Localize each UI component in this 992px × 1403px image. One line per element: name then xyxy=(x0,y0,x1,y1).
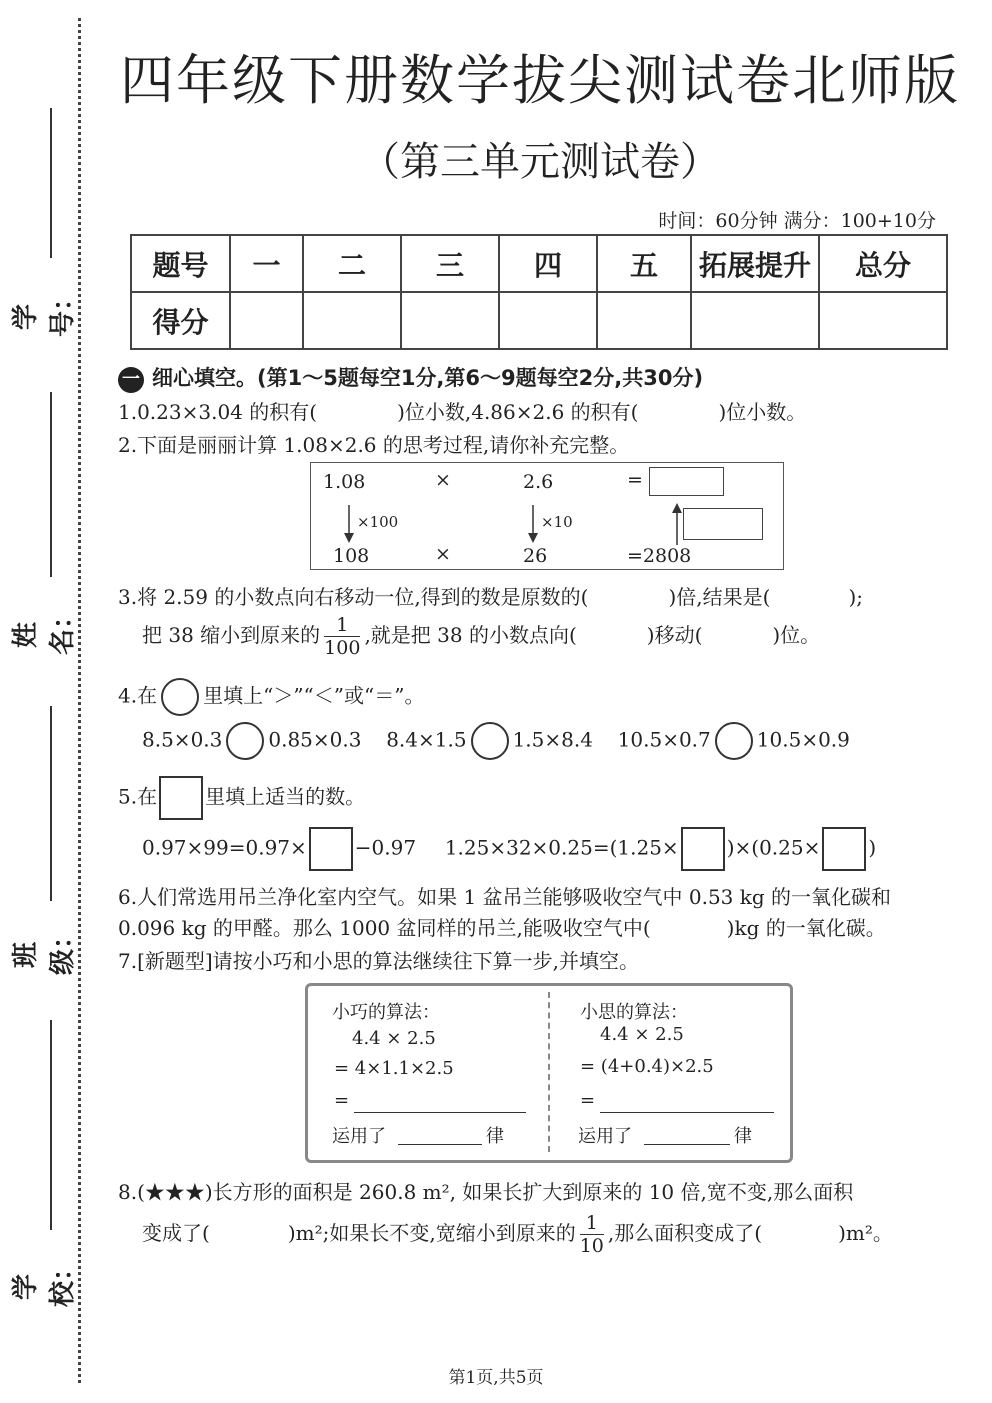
q7-right-line-1: 4.4 × 2.5 xyxy=(600,1024,684,1045)
section-number-badge: 一 xyxy=(118,367,144,393)
q7-methods-box xyxy=(305,983,793,1163)
score-cell[interactable] xyxy=(303,292,401,349)
q5-text-b: 里填上适当的数。 xyxy=(205,784,366,809)
q8-text-e: )m²。 xyxy=(838,1221,893,1245)
q4-text-b: 里填上“＞”“＜”或“＝”。 xyxy=(203,683,425,708)
q5-e1-b: −0.97 xyxy=(354,835,417,860)
page-title: 四年级下册数学拔尖测试卷北师版 xyxy=(120,49,960,112)
question-3-line-2 xyxy=(142,614,820,659)
q7-right-use: 运用了 xyxy=(578,1126,632,1147)
q5-e2-b: )×(0.25× xyxy=(726,835,821,860)
q7-left-line-2: = 4×1.1×2.5 xyxy=(334,1058,454,1079)
q4-e1-right: 0.85×0.3 xyxy=(268,727,362,752)
q3-text-e: ,就是把 38 的小数点向( xyxy=(364,623,577,647)
q5-example-square xyxy=(159,776,203,820)
q5-box-1[interactable] xyxy=(309,827,353,871)
question-2-text: 2.下面是丽丽计算 1.08×2.6 的思考过程,请你补充完整。 xyxy=(118,433,630,457)
q8-text-c: )m²;如果长不变,宽缩小到原来的 xyxy=(287,1221,576,1245)
q3-text-b: )倍,结果是( xyxy=(668,585,771,609)
q2-m1: 108 xyxy=(333,545,370,567)
page-footer: 第1页,共5页 xyxy=(448,1368,544,1388)
page-subtitle: （第三单元测试卷） xyxy=(360,139,720,185)
down-arrow-icon xyxy=(523,503,543,545)
sidebar-line-xingming xyxy=(50,392,52,577)
q4-e1-left: 8.5×0.3 xyxy=(142,727,223,752)
question-4-expressions xyxy=(142,722,850,760)
q7-right-law-blank[interactable] xyxy=(644,1122,730,1145)
score-row-label: 得分 xyxy=(131,292,230,349)
q7-right-title: 小思的算法： xyxy=(580,1002,688,1023)
q5-box-3[interactable] xyxy=(822,827,866,871)
q6-text-b: )kg 的一氧化碳。 xyxy=(726,916,886,940)
q3-text-g: )位。 xyxy=(772,623,821,647)
q2-n2: 2.6 xyxy=(523,471,554,493)
q7-right-law: 律 xyxy=(734,1126,752,1147)
q3-fraction xyxy=(324,614,360,659)
sidebar-label-xuexiao: 学校： xyxy=(11,1254,78,1307)
question-6-line-1: 6.人们常选用吊兰净化室内空气。如果 1 盆吊兰能够吸收空气中 0.53 kg 的一氧化碳和 xyxy=(118,885,892,909)
q3-text-c: ); xyxy=(848,585,864,609)
question-8-line-1: 8.(★★★)长方形的面积是 260.8 m², 如果长扩大到原来的 10 倍,宽不变,那么面积 xyxy=(118,1180,854,1204)
question-7-text: 7.[新题型]请按小巧和小思的算法继续往下算一步,并填空。 xyxy=(118,949,640,973)
sidebar-line-xuexiao xyxy=(50,1020,52,1230)
q5-text-a: 5.在 xyxy=(118,784,158,809)
q6-text-a: 0.096 kg 的甲醛。那么 1000 盆同样的吊兰,能吸收空气中( xyxy=(118,916,651,940)
question-6-line-2 xyxy=(118,912,886,941)
score-header-zongfen: 总分 xyxy=(819,235,947,292)
q2-answer-box-bottom[interactable] xyxy=(683,508,763,540)
q7-left-line-1: 4.4 × 2.5 xyxy=(352,1028,436,1049)
q7-right-eq: = xyxy=(580,1090,596,1111)
question-8-line-2 xyxy=(142,1212,893,1257)
q1-text-a: 1.0.23×3.04 的积有( xyxy=(118,400,318,424)
sidebar-label-xingming: 姓名： xyxy=(11,602,78,655)
q8-frac-num: 1 xyxy=(585,1212,598,1234)
q5-box-2[interactable] xyxy=(681,827,725,871)
score-cell[interactable] xyxy=(819,292,947,349)
q7-left-use: 运用了 xyxy=(332,1126,386,1147)
q4-text-a: 4.在 xyxy=(118,683,158,708)
q8-frac-den: 10 xyxy=(579,1235,604,1257)
question-4-text xyxy=(118,678,424,716)
q4-example-circle xyxy=(161,678,199,716)
section-heading xyxy=(118,362,703,393)
q4-compare-circle-1[interactable] xyxy=(226,722,264,760)
q1-text-b: )位小数,4.86×2.6 的积有( xyxy=(397,400,639,424)
score-cell[interactable] xyxy=(401,292,499,349)
score-table-score-row xyxy=(131,292,947,349)
binding-dotted-line xyxy=(78,18,81,1383)
q5-e1-a: 0.97×99=0.97× xyxy=(142,835,307,860)
q2-x10: ×10 xyxy=(541,513,573,531)
score-table-header-row xyxy=(131,235,947,292)
q3-frac-den: 100 xyxy=(324,637,361,659)
score-cell[interactable] xyxy=(597,292,691,349)
sidebar-label-xuehao: 学号： xyxy=(11,284,78,337)
q3-text-d: 把 38 缩小到原来的 xyxy=(142,623,321,647)
question-5-expressions xyxy=(142,827,876,871)
score-header-tihao: 题号 xyxy=(131,235,230,292)
score-header-5: 五 xyxy=(597,235,691,292)
q8-text-b: 变成了( xyxy=(142,1221,210,1245)
score-header-2: 二 xyxy=(303,235,401,292)
q4-e3-left: 10.5×0.7 xyxy=(617,727,711,752)
q5-e2-a: 1.25×32×0.25=(1.25× xyxy=(444,835,679,860)
score-cell[interactable] xyxy=(230,292,303,349)
q3-frac-num: 1 xyxy=(336,614,349,636)
q2-m2: 26 xyxy=(523,545,548,567)
score-header-1: 一 xyxy=(230,235,303,292)
q1-text-c: )位小数。 xyxy=(718,400,807,424)
q2-times-1: × xyxy=(435,469,451,491)
q4-compare-circle-3[interactable] xyxy=(715,722,753,760)
section-title: 细心填空。(第1～5题每空1分,第6～9题每空2分,共30分) xyxy=(152,366,704,390)
q8-text-d: ,那么面积变成了( xyxy=(607,1221,763,1245)
score-cell[interactable] xyxy=(691,292,819,349)
q2-answer-box-top[interactable] xyxy=(649,467,724,496)
q4-compare-circle-2[interactable] xyxy=(471,722,509,760)
q4-e3-right: 10.5×0.9 xyxy=(756,727,850,752)
q7-left-law-blank[interactable] xyxy=(398,1122,482,1145)
q4-e2-right: 1.5×8.4 xyxy=(512,727,593,752)
q7-left-eq: = xyxy=(334,1090,350,1111)
q2-x100: ×100 xyxy=(357,513,399,531)
q7-right-line-2: = (4+0.4)×2.5 xyxy=(580,1056,714,1077)
score-cell[interactable] xyxy=(499,292,597,349)
q2-result: =2808 xyxy=(627,545,692,567)
down-arrow-icon xyxy=(339,503,359,545)
score-header-3: 三 xyxy=(401,235,499,292)
q3-text-a: 3.将 2.59 的小数点向右移动一位,得到的数是原数的( xyxy=(118,585,589,609)
q2-n1: 1.08 xyxy=(323,471,366,493)
q7-right-answer-line[interactable] xyxy=(600,1090,774,1113)
question-3-line-1 xyxy=(118,581,863,610)
sidebar-label-banji: 班级： xyxy=(11,922,78,975)
q4-e2-left: 8.4×1.5 xyxy=(386,727,467,752)
q5-e2-c: ) xyxy=(868,835,877,860)
q2-eq: = xyxy=(627,469,643,491)
q3-text-f: )移动( xyxy=(646,623,703,647)
q2-times-2: × xyxy=(435,543,451,565)
q8-fraction xyxy=(580,1212,604,1257)
q2-process-box xyxy=(310,462,784,570)
q7-left-title: 小巧的算法： xyxy=(332,1002,440,1023)
question-1 xyxy=(118,396,806,425)
score-header-tuozhan: 拓展提升 xyxy=(691,235,819,292)
score-table xyxy=(130,234,948,350)
q7-left-answer-line[interactable] xyxy=(354,1090,526,1113)
q7-divider xyxy=(548,992,550,1152)
exam-meta: 时间：60分钟 满分：100+10分 xyxy=(658,210,936,232)
question-5-text xyxy=(118,776,365,820)
q7-left-law: 律 xyxy=(486,1126,504,1147)
score-header-4: 四 xyxy=(499,235,597,292)
sidebar-line-banji xyxy=(50,706,52,901)
